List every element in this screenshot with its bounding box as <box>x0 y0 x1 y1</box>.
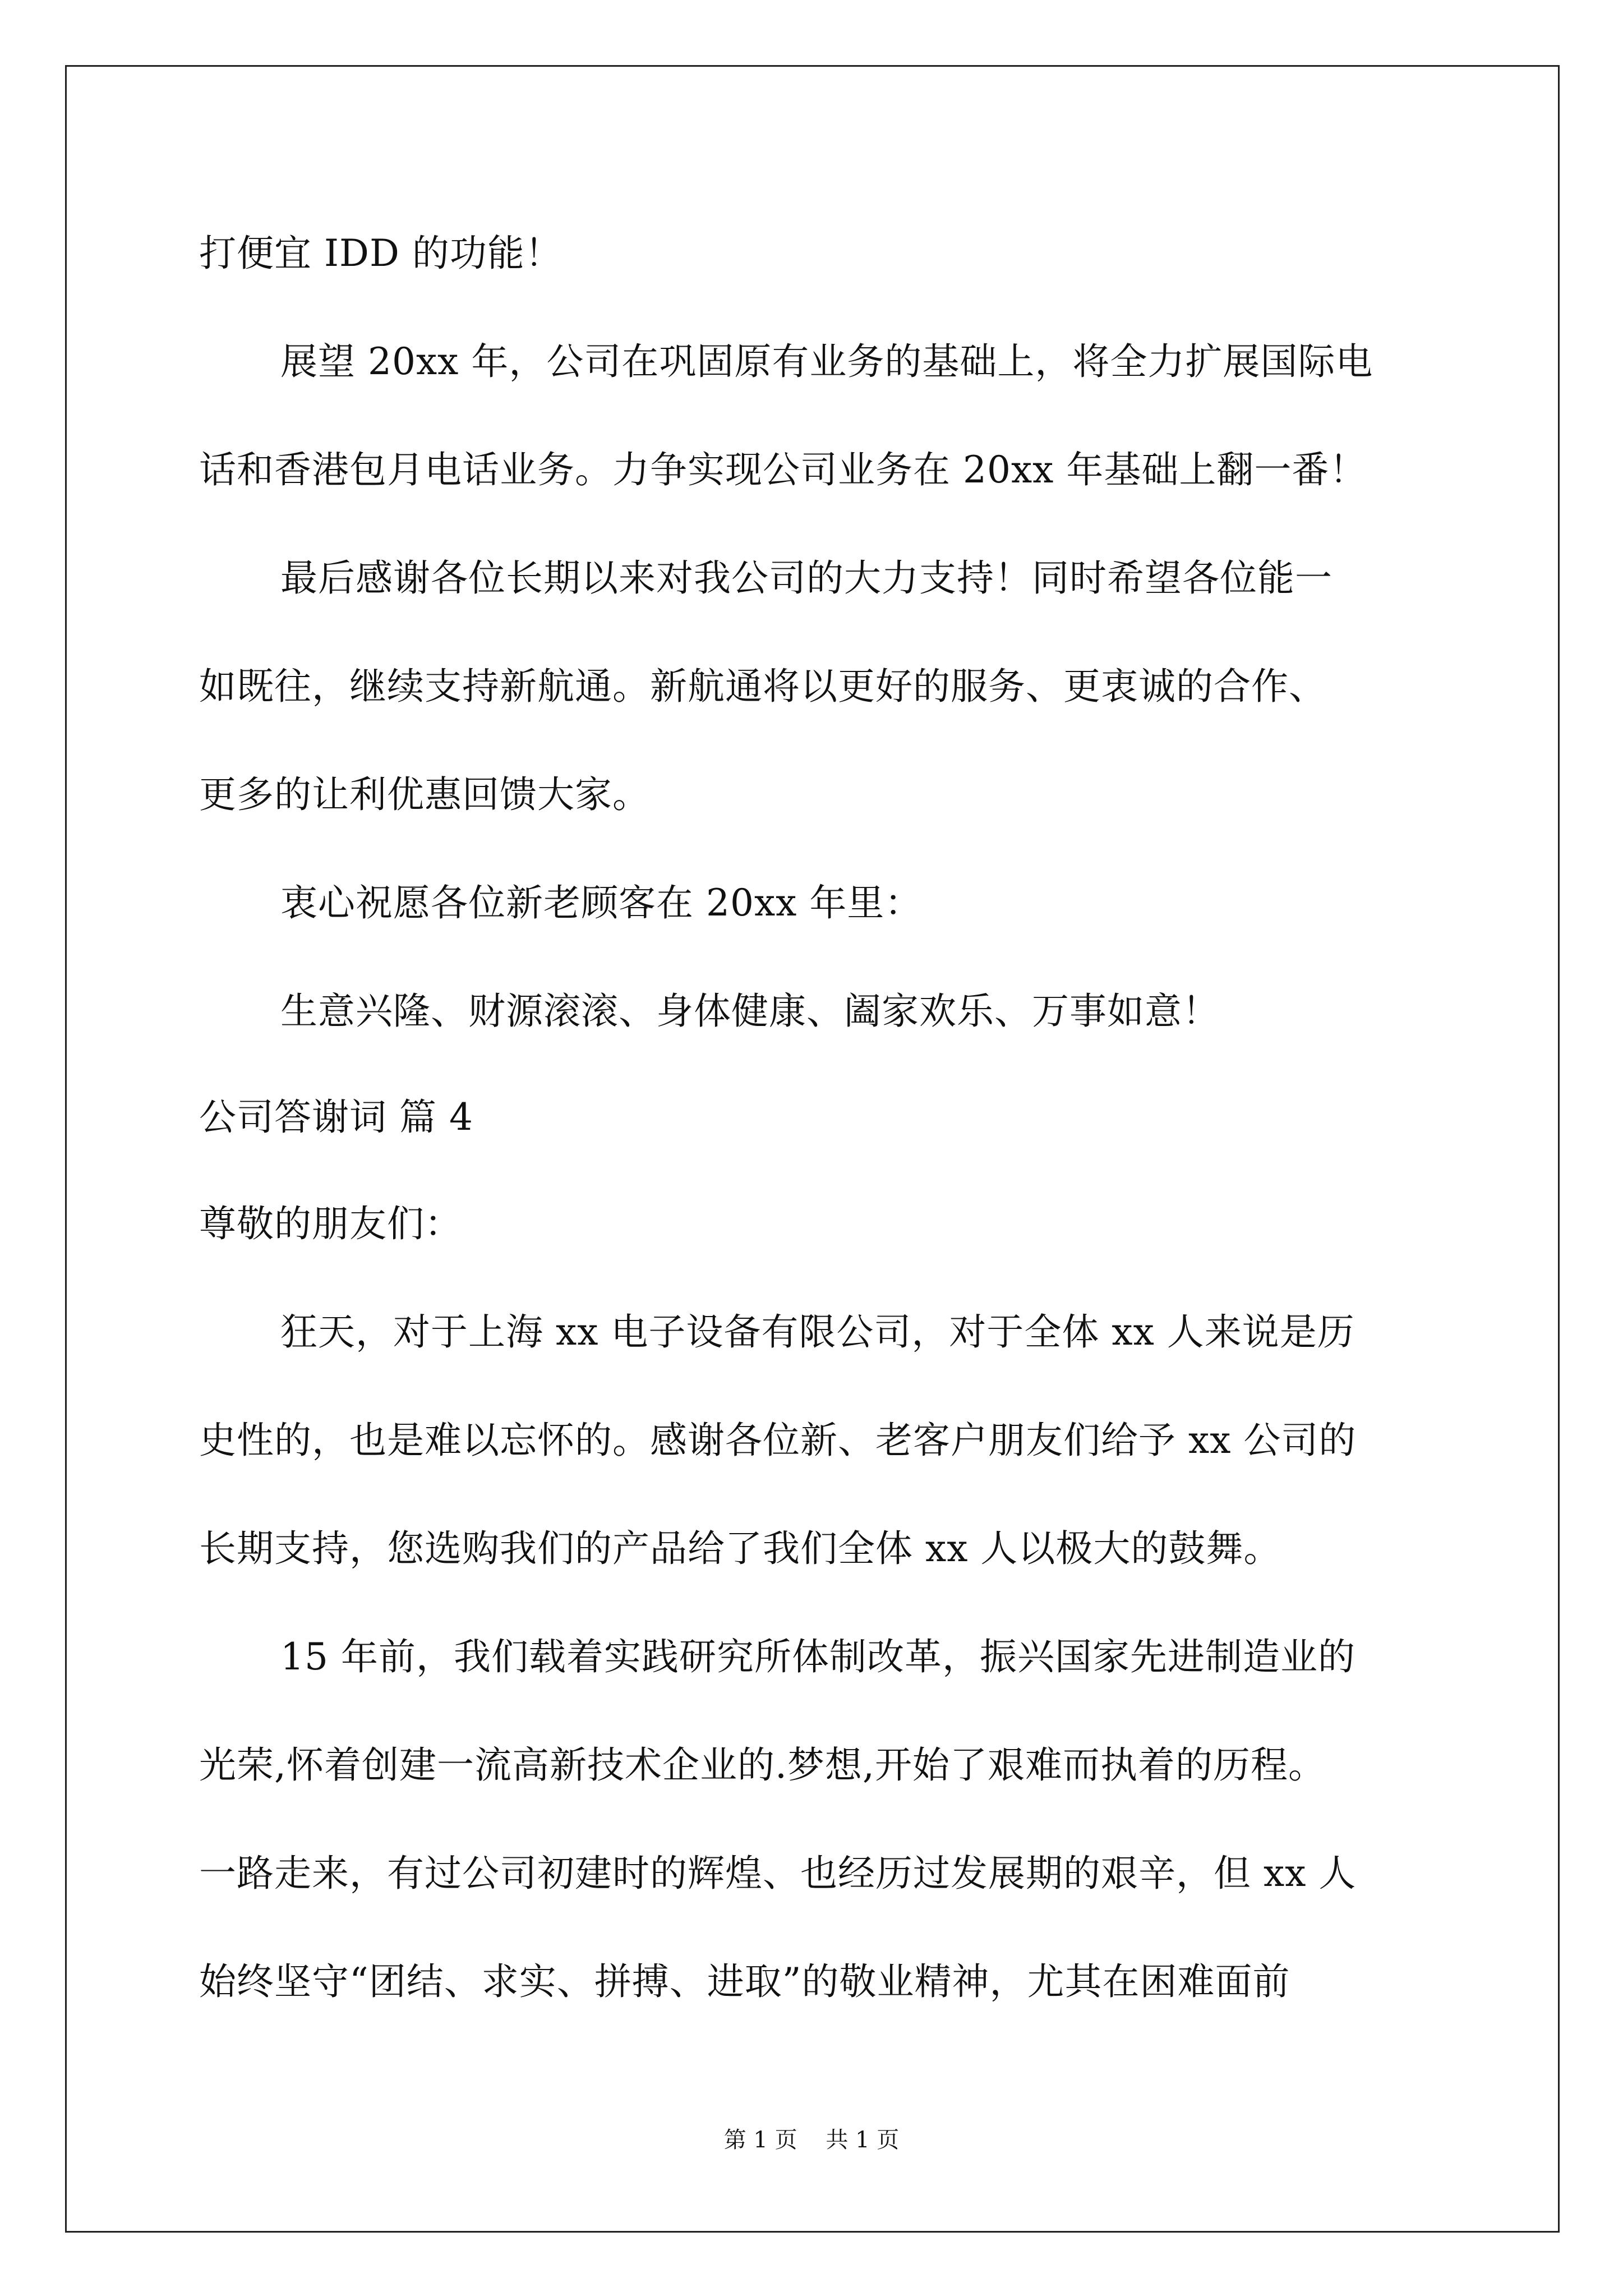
text-line: 更多的让利优惠回馈大家。 <box>199 773 650 816</box>
page-border <box>65 65 1560 2233</box>
text-line: 衷心祝愿各位新老顾客在 20xx 年里： <box>280 881 923 924</box>
text-line: 展望 20xx 年，公司在巩固原有业务的基础上，将全力扩展国际电 <box>280 340 1373 383</box>
section-heading: 公司答谢词 篇 4 <box>199 1096 473 1139</box>
text-line: 最后感谢各位长期以来对我公司的大力支持！同时希望各位能一 <box>280 556 1332 600</box>
text-line: 始终坚守“团结、求实、拼搏、进取”的敬业精神，尤其在困难面前 <box>199 1960 1290 2003</box>
text-line: 生意兴隆、财源滚滚、身体健康、阖家欢乐、万事如意！ <box>280 990 1220 1033</box>
text-line: 一路走来，有过公司初建时的辉煌、也经历过发展期的艰辛，但 xx 人 <box>199 1852 1357 1895</box>
text-line: 15 年前，我们载着实践研究所体制改革，振兴国家先进制造业的 <box>280 1635 1355 1678</box>
text-line: 狂天，对于上海 xx 电子设备有限公司，对于全体 xx 人来说是历 <box>280 1310 1355 1354</box>
text-line: 史性的，也是难以忘怀的。感谢各位新、老客户朋友们给予 xx 公司的 <box>199 1419 1357 1462</box>
text-line: 打便宜 IDD 的功能！ <box>199 232 562 275</box>
text-line: 如既往，继续支持新航通。新航通将以更好的服务、更衷诚的合作、 <box>199 665 1326 708</box>
text-line: 话和香港包月电话业务。力争实现公司业务在 20xx 年基础上翻一番！ <box>199 448 1367 491</box>
text-line: 长期支持，您选购我们的产品给了我们全体 xx 人以极大的鼓舞。 <box>199 1527 1281 1570</box>
salutation: 尊敬的朋友们： <box>199 1202 462 1245</box>
page-number-footer: 第 1 页 共 1 页 <box>723 2127 900 2153</box>
text-line: 光荣,怀着创建一流高新技术企业的.梦想,开始了艰难而执着的历程。 <box>199 1743 1326 1787</box>
